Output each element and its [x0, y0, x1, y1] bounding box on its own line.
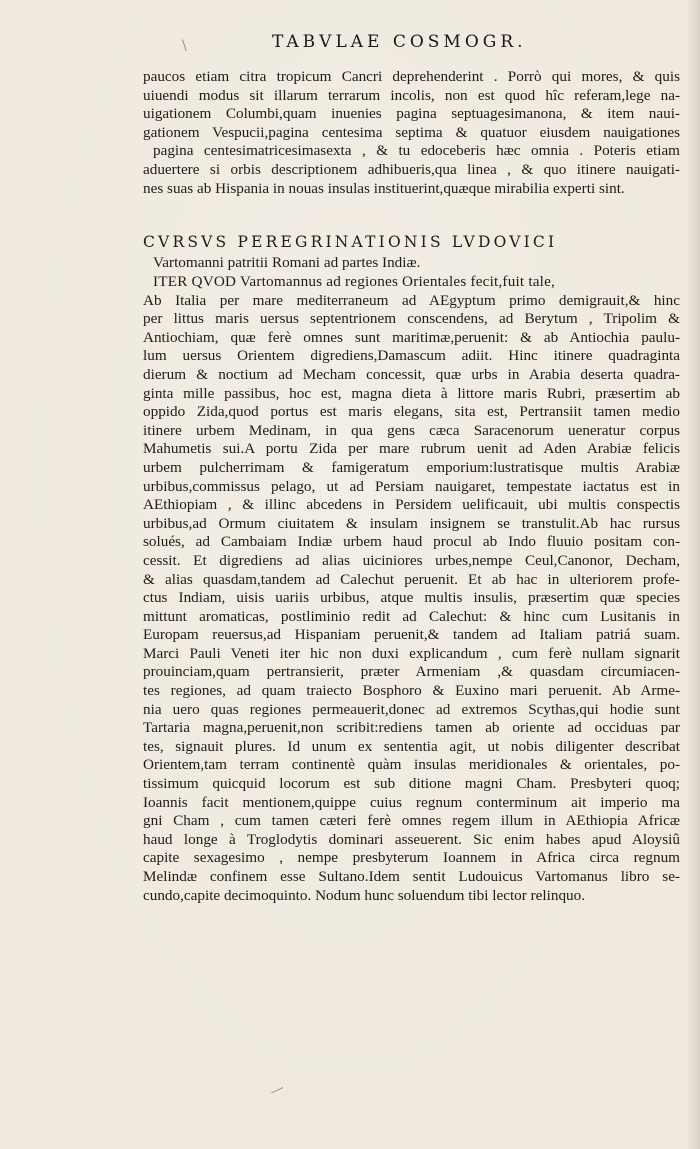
text-line: itinere urbem Medinam, in qua gens cæca Saracenorum ueneratur corpus [143, 421, 680, 439]
section [143, 231, 680, 905]
text-line: tissimum quicquid locorum est sub ditione magni Cham. Presbyteri quoq; [143, 775, 680, 793]
text-line: ctus Indiam, uisis uariis urbibus, atque multis insulis, præsertim quæ species [143, 589, 680, 607]
text-line: tes regiones, ad quam traiecto Bosphoro & Euxino mari peruenit. Ab Arme- [143, 682, 680, 700]
running-head: TABVLAE COSMOGR. [272, 32, 527, 52]
text-line: nia uero quas regiones permeauerit,donec ad extremos Scythas,qui hodie sunt [143, 700, 680, 718]
text-line: pagina centesimatricesimasexta , & tu edoceberis hæc omnia . Poteris etiam [153, 142, 680, 160]
text-line: Antiochiam, quæ ferè omnes sunt maritimæ,peruenit: & ab Antiochia paulu- [143, 328, 680, 346]
text-line: urbibus,ad Ormum ciuitatem & insulam insignem se transtulit.Ab hac rursus [143, 514, 680, 532]
text-line: ginta mille passibus, hoc est, magna dieta à littore maris Rubri, præsertim ab [143, 384, 680, 402]
text-line: Ab Italia per mare mediterraneum ad AEgyptum primo demigrauit,& hinc [143, 291, 680, 309]
text-line: capite sexagesimo , nempe presbyterum Ioannem in Africa circa regnum [143, 849, 680, 867]
text-line: urbem pulcherrimam & famigeratum emporium:lustratisque multis Arabiæ [143, 458, 680, 476]
text-line: paucos etiam citra tropicum Cancri deprehenderint . Porrò qui mores, & quis [143, 68, 680, 85]
stray-mark: \ [182, 38, 187, 54]
text-line: prouinciam,quam pertransierit, præter Armeniam ,& quasdam circumiacen- [143, 663, 680, 681]
text-line: cessit. Et digrediens ad alias uiciniores urbes,nempe Ceul,Canonor, Decham, [143, 551, 680, 569]
text-line: oppido Zida,quod portus est maris elegans, sita est, Pertransiit tamen medio [143, 403, 680, 421]
text-line: gni Cham , cum tamen cæteri ferè omnes regem illum in AEthiopia Africæ [143, 812, 680, 830]
text-line: Europam reuersus,ad Hispaniam peruenit,& tandem ad Italiam patriá suam. [143, 626, 680, 644]
text-line: ITER QVOD Vartomannus ad regiones Orientales fecit,fuit tale, [153, 273, 556, 290]
text-line: solués, ad Cambaiam Indiæ urbem haud procul ab Indo fluuio positam con- [143, 533, 680, 551]
text-line: gationem Vespucii,pagina centesima septima & quatuor eiusdem nauigationes [143, 123, 680, 141]
text-line: cundo,capite decimoquinto. Nodum hunc soluendum tibi lector relinquo. [143, 886, 586, 904]
text-line: Marci Pauli Veneti iter hic non duxi explicandum , cum ferè nullam signarit [143, 644, 680, 662]
text-line: Tartaria magna,peruenit,non scribit:rediens tamen ab oriente ad occiduas par [143, 719, 680, 737]
text-line: Mahumetis sui.A portu Zida per mare rubrum uenit ad Aden Arabiæ felicis [143, 440, 680, 458]
text-line: mittunt aromaticas, postliminio redit ad Calechut: & hinc cum Lusitanis in [143, 607, 680, 625]
text-line: dierum & noctium ad Mecham concessit, quæ urbs in Arabia deserta quadra- [143, 365, 680, 383]
stray-mark: — [267, 1079, 287, 1101]
text-line: lum uersus Orientem digrediens,Damascum adiit. Hinc itinere quadraginta [143, 347, 680, 365]
text-line: AEthiopiam , & illinc abcedens in Persidem uelificauit, ubi multis conspectis [143, 496, 680, 514]
text-line: haud longe à Troglodytis dominari asseuerent. Sic enim habes apud Aloysiû [143, 830, 680, 848]
text-line: per littus maris uersus septentrionem conscendens, ad Berytum , Tripolim & [143, 310, 680, 328]
text-line: Melindæ confinem esse Sultano.Idem sentit Ludouicus Vartomanus libro se- [143, 868, 680, 885]
text-line: & alias quasdam,tandem ad Calechut peruenit. Et ab hac in ulteriorem profe- [143, 570, 680, 588]
section-heading: CVRSVS PEREGRINATIONIS LVDOVICI [143, 233, 558, 251]
text-line: uigationem Columbi,quam inuenies pagina septuagesimanona, & item naui- [143, 105, 680, 123]
intro-paragraph [143, 68, 680, 198]
text-line: nes suas ab Hispania in nouas insulas instituerint,quæque mirabilia experti sint. [143, 179, 625, 197]
text-line: uiuendi modus sit illarum terrarum incolis, non est quod hîc referam,lege na- [143, 86, 680, 104]
text-line: aduertere si orbis descriptionem adhibueris,qua linea , & quo itinere nauigati- [143, 160, 680, 178]
text-line: Ioannis facit mentionem,quippe cuius regnum conterminum ait imperio ma [143, 793, 680, 811]
text-line: Orientem,tam terram continentè quàm insulas meridionales & orientales, po- [143, 756, 680, 774]
text-line: tes, signauit plures. Id unum ex sententia agit, ut nobis diligenter describat [143, 737, 680, 755]
page-gutter-shadow [686, 0, 700, 1149]
text-line: urbibus,commissus pelago, ut ad Persiam nauigaret, tempestate iactatus est in [143, 477, 680, 495]
section-subheading: Vartomanni patritii Romani ad partes Indiæ. [153, 254, 421, 271]
